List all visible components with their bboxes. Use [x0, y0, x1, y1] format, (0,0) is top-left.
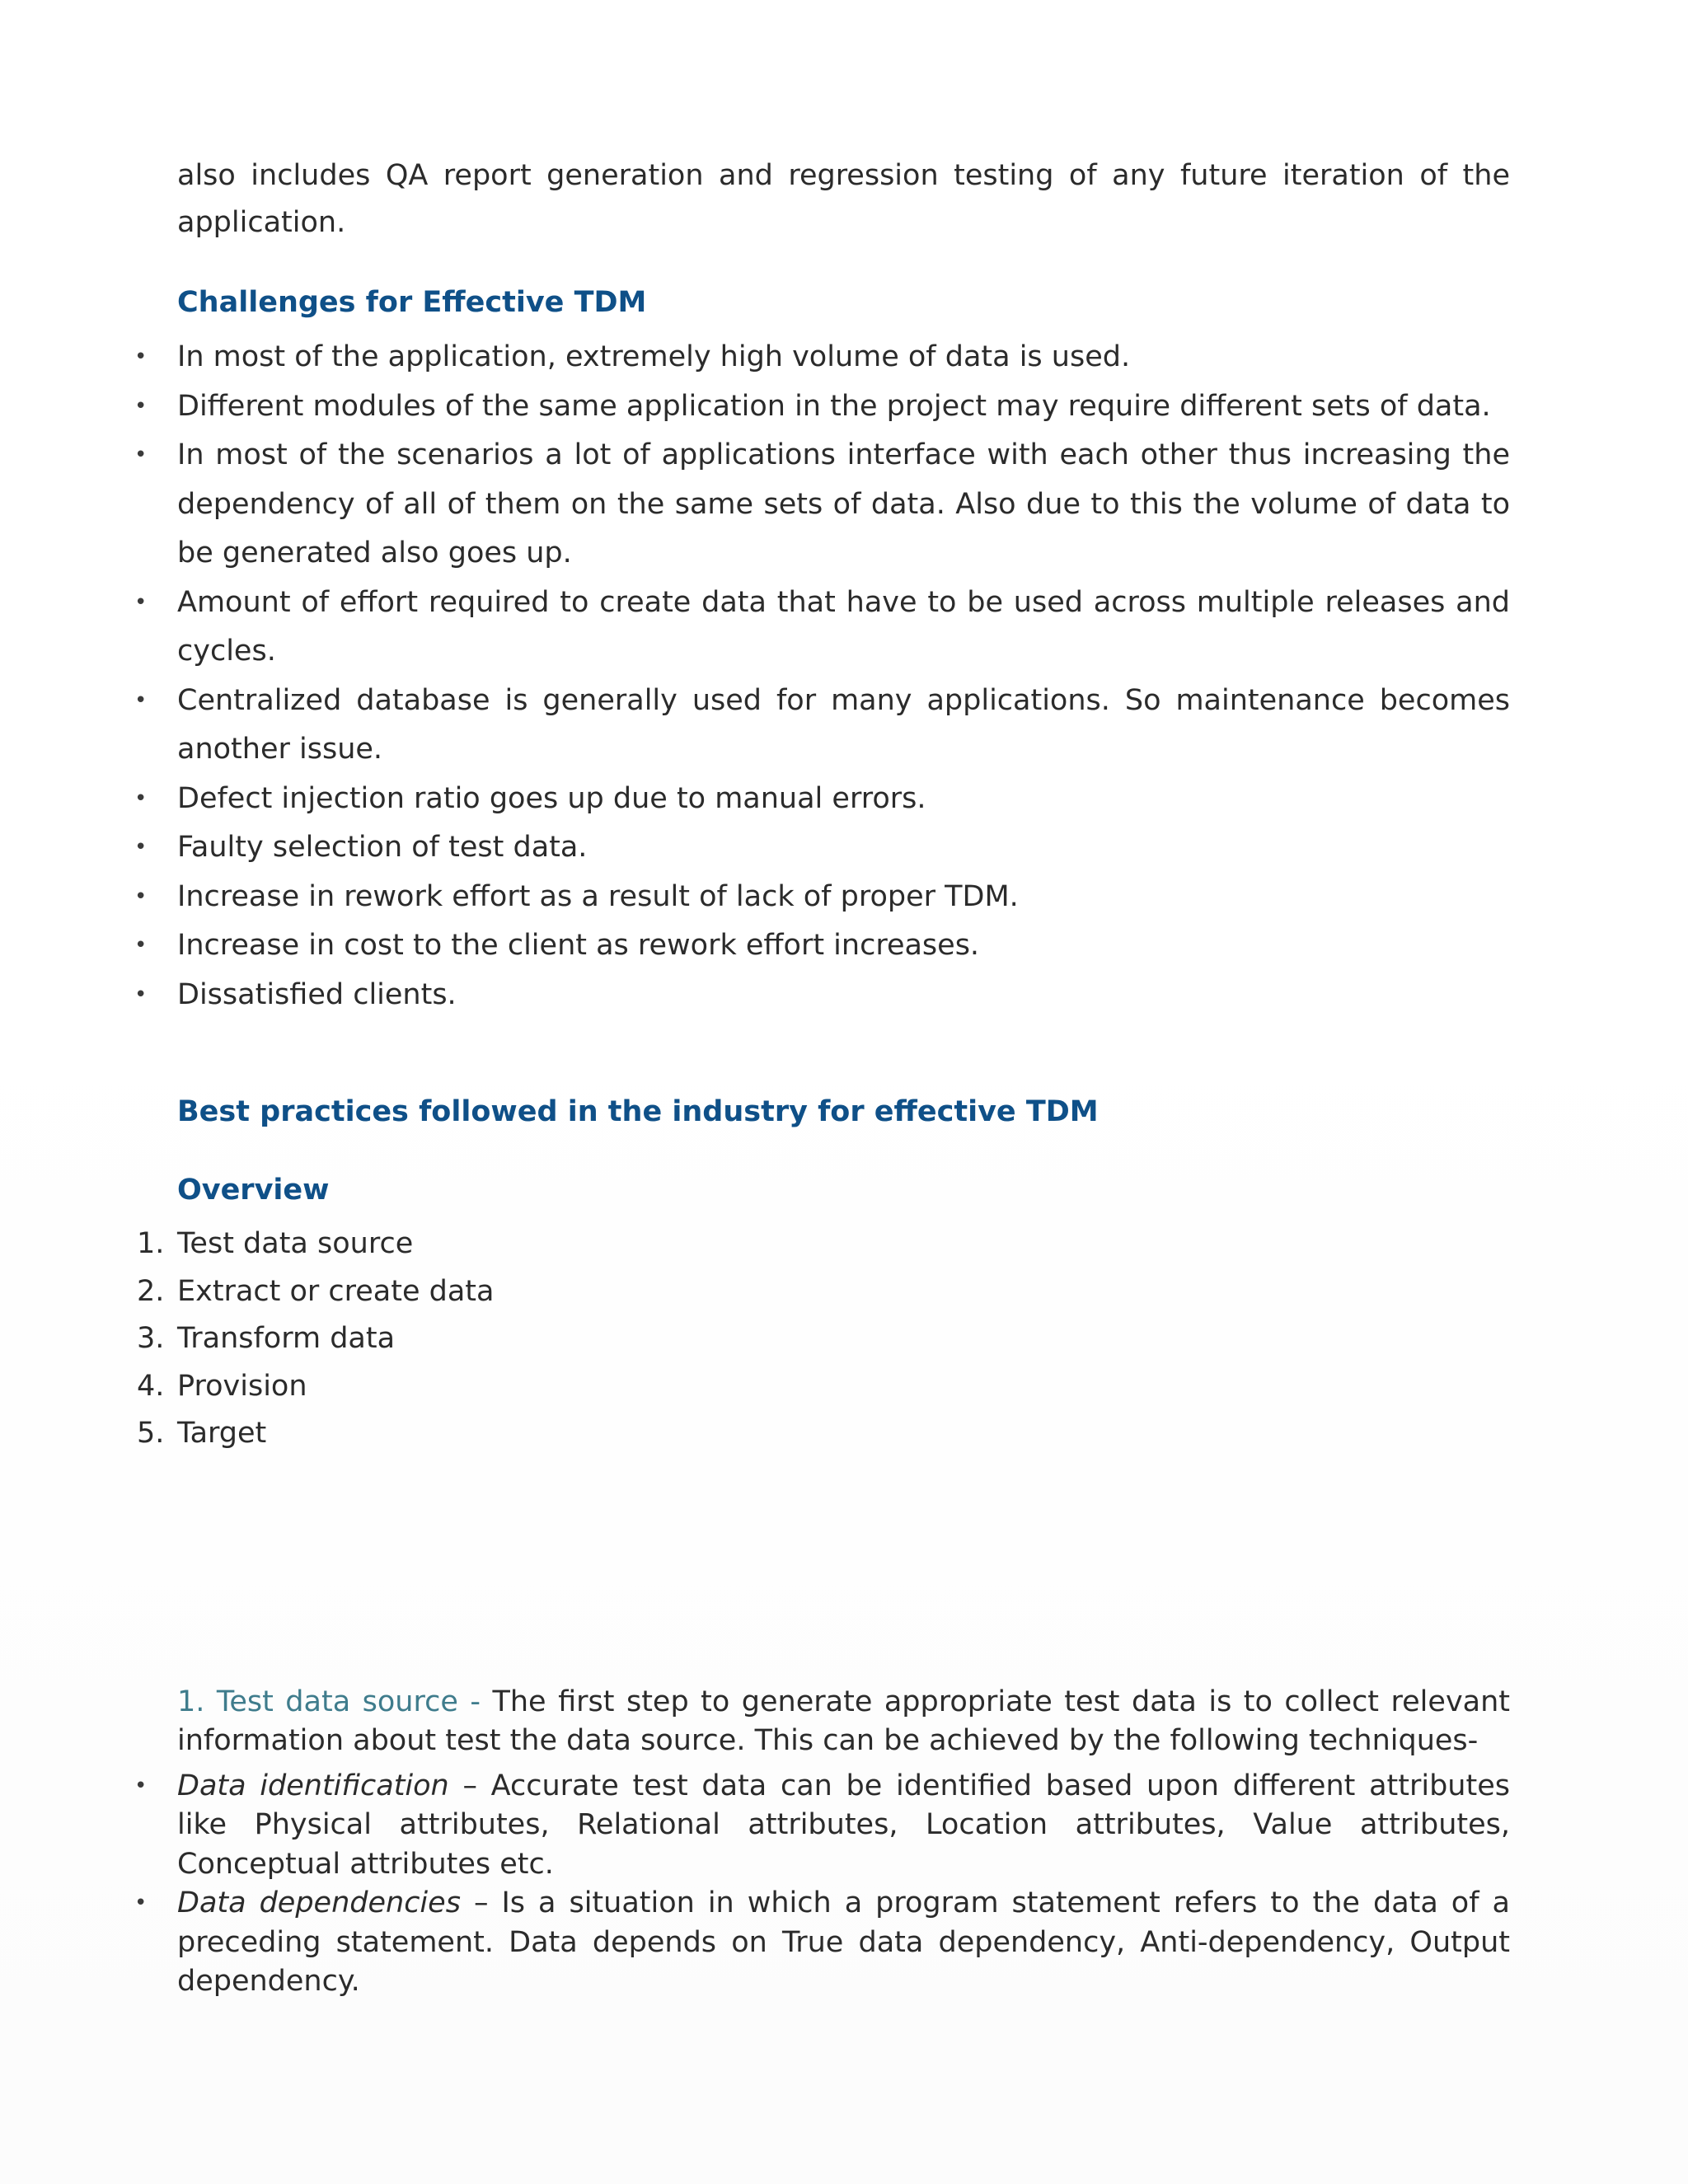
section1-text: The first step to generate appropriate test data is to collect relevant information about test the data source. This can be achieved by the following techniques-: [177, 1685, 1511, 1757]
intro-paragraph: also includes QA report generation and regression testing of any future iteration of the application.: [177, 159, 1510, 239]
bullet-icon: •: [134, 933, 148, 958]
step-item: [137, 1363, 1510, 1411]
step-number: 4.: [137, 1369, 165, 1403]
term: Data identification: [177, 1769, 449, 1802]
bullet-icon: •: [134, 883, 148, 909]
overview-steps-list: [137, 1221, 1510, 1458]
step-label: Target: [177, 1417, 267, 1450]
list-item: • In most of the scenarios a lot of applications interface with each other thus increasing the dependency of all of them on the same sets of data. Also due to this the volume of data to be generated also goes up.: [177, 431, 1510, 579]
step-label: Provision: [177, 1369, 307, 1403]
challenges-list: [134, 333, 1510, 1019]
bullet-icon: •: [134, 393, 148, 419]
list-item: • Defect injection ratio goes up due to manual errors.: [177, 775, 1510, 824]
section1-paragraph: [177, 1683, 1510, 1761]
step-label: Extract or create data: [177, 1274, 495, 1308]
step-number: 1.: [137, 1227, 165, 1260]
list-item: • In most of the application, extremely high volume of data is used.: [177, 333, 1510, 382]
list-item: • Increase in cost to the client as rework effort increases.: [177, 921, 1510, 971]
step-number: 2.: [137, 1274, 165, 1308]
step-item: [137, 1268, 1510, 1316]
list-item: • Faulty selection of test data.: [177, 823, 1510, 873]
section1-lead: 1. Test data source -: [177, 1685, 481, 1718]
best-practices-heading: Best practices followed in the industry for effective TDM: [177, 1095, 1099, 1128]
step-item: [137, 1410, 1510, 1458]
list-item: • Data dependencies – Is a situation in which a program statement refers to the data of a preceding statement. Data depends on True data dependency, Anti-dependency, Output dependency.: [177, 1884, 1510, 2002]
list-item: • Centralized database is generally used for many applications. So maintenance becomes another issue.: [177, 677, 1510, 775]
section1-list: [134, 1767, 1510, 2002]
step-number: 5.: [137, 1417, 165, 1450]
list-item: • Dissatisfied clients.: [177, 971, 1510, 1020]
overview-heading: Overview: [177, 1174, 330, 1207]
challenges-heading: Challenges for Effective TDM: [177, 286, 647, 319]
bullet-icon: •: [134, 443, 148, 467]
step-item: [137, 1221, 1510, 1268]
step-item: [137, 1315, 1510, 1363]
document-content: [134, 152, 1511, 2002]
bullet-icon: •: [134, 835, 148, 860]
list-item: • Data identification – Accurate test data can be identified based upon different attributes like Physical attributes, Relational attributes, Location attributes, Value attributes, Conceptual attributes etc.: [177, 1767, 1510, 1885]
bullet-icon: •: [134, 982, 148, 1007]
list-item: • Different modules of the same application in the project may require different sets of data.: [177, 382, 1510, 432]
term: Data dependencies: [177, 1886, 461, 1919]
list-item: • Amount of effort required to create data that have to be used across multiple releases and cycles.: [177, 579, 1510, 677]
bullet-icon: •: [134, 687, 148, 713]
bullet-icon: •: [134, 1891, 148, 1915]
bullet-icon: •: [134, 785, 148, 811]
list-item: • Increase in rework effort as a result of lack of proper TDM.: [177, 873, 1510, 922]
step-label: Test data source: [177, 1227, 414, 1260]
bullet-icon: •: [134, 1773, 148, 1798]
step-number: 3.: [137, 1322, 165, 1355]
bullet-icon: •: [134, 589, 148, 615]
step-label: Transform data: [177, 1322, 396, 1355]
bullet-icon: •: [134, 344, 148, 369]
